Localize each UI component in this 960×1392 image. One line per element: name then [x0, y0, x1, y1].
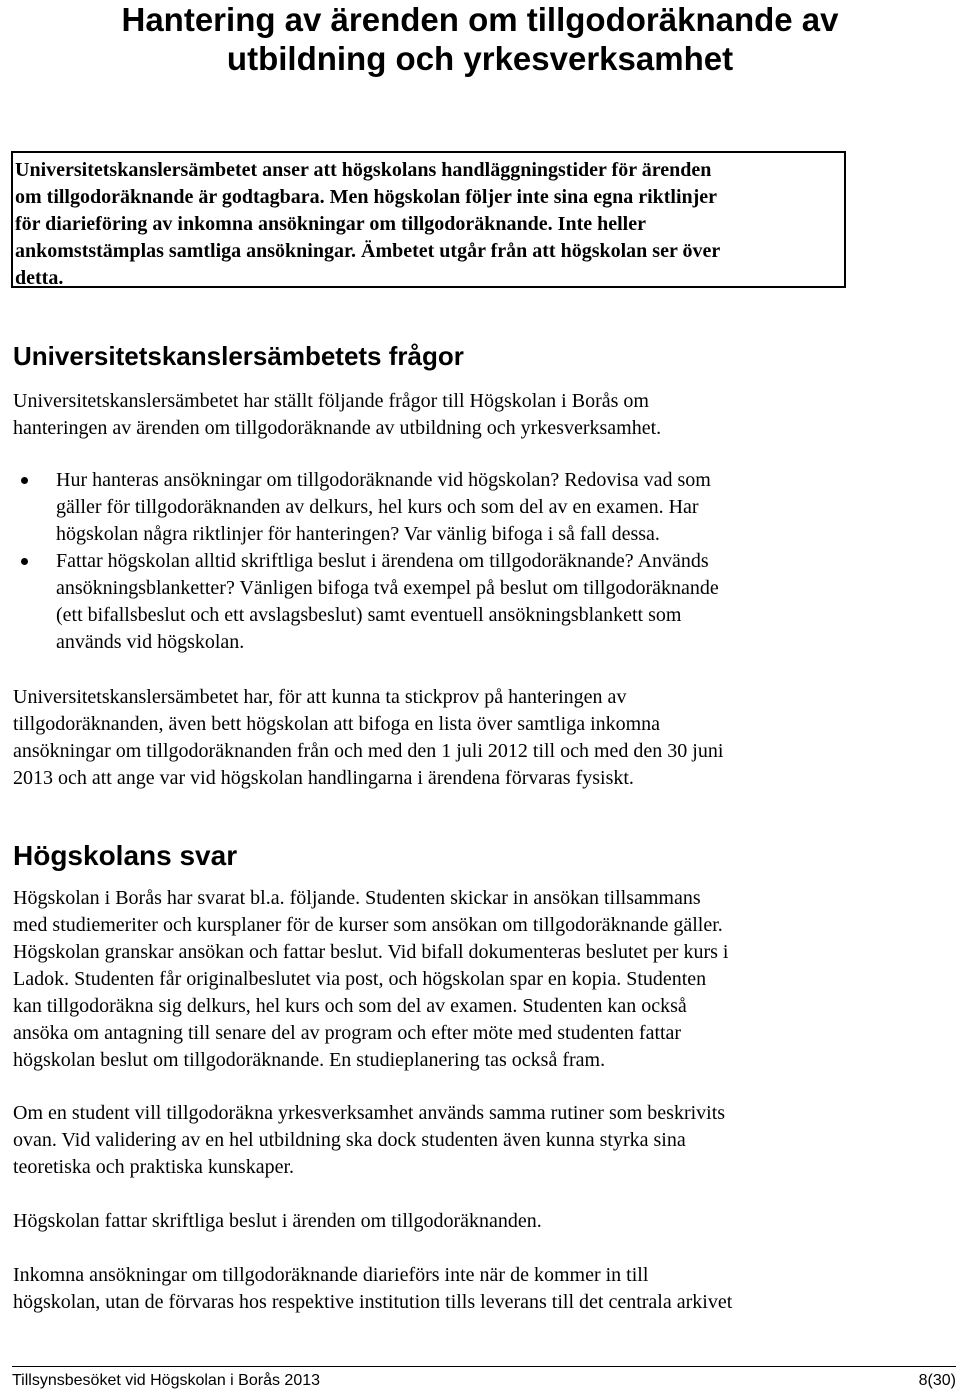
questions-closing-paragraph — [13, 684, 723, 792]
answer-paragraph — [13, 1208, 542, 1235]
questions-list — [0, 467, 960, 656]
summary-line: för diarieföring av inkomna ansökningar om tillgodoräknande. Inte heller — [15, 213, 646, 235]
paragraph-line: ansöka om antagning till senare del av program och efter möte med studenten fattar — [13, 1022, 682, 1044]
bullet-icon — [21, 558, 28, 565]
list-item-line: högskolan några riktlinjer för hanteringen? Var vänlig bifoga i så fall dessa. — [56, 523, 660, 545]
answer-paragraph — [13, 1100, 725, 1181]
bullet-icon — [21, 477, 28, 484]
paragraph-line: Om en student vill tillgodoräkna yrkesverksamhet används samma rutiner som beskrivits — [13, 1102, 726, 1124]
list-item-line: gäller för tillgodoräknanden av delkurs, hel kurs och som del av en examen. Har — [56, 496, 699, 518]
paragraph-line: kan tillgodoräkna sig delkurs, hel kurs och som del av examen. Studenten kan också — [13, 995, 687, 1017]
answer-paragraph — [13, 1262, 732, 1316]
paragraph-line: Högskolan i Borås har svarat bl.a. följande. Studenten skickar in ansökan tillsammans — [13, 887, 701, 909]
answer-paragraph — [13, 885, 728, 1074]
list-item — [0, 467, 960, 548]
questions-intro-paragraph — [13, 388, 661, 442]
footer-document-title: Tillsynsbesöket vid Högskolan i Borås 2013 — [12, 1372, 321, 1389]
paragraph-line: Inkomna ansökningar om tillgodoräknande diarieförs inte när de kommer in till — [13, 1264, 649, 1286]
paragraph-line: Universitetskanslersämbetet har, för att kunna ta stickprov på hanteringen av — [13, 686, 627, 708]
summary-line: om tillgodoräknande är godtagbara. Men högskolan följer inte sina egna riktlinjer — [15, 186, 718, 208]
paragraph-line: högskolan, utan de förvaras hos respektive institution tills leverans till det centrala arkivet — [13, 1291, 733, 1313]
paragraph-line: med studiemeriter och kursplaner för de kurser som ansökan om tillgodoräknande gäller. — [13, 914, 723, 936]
list-item-line: Fattar högskolan alltid skriftliga beslut i ärendena om tillgodoräknande? Används — [56, 550, 709, 572]
list-item — [0, 548, 960, 656]
paragraph-line: ovan. Vid validering av en hel utbildning ska dock studenten även kunna styrka sina — [13, 1129, 686, 1151]
list-item-line: (ett bifallsbeslut och ett avslagsbeslut) samt eventuell ansökningsblankett som — [56, 604, 682, 626]
paragraph-line: hanteringen av ärenden om tillgodoräknande av utbildning och yrkesverksamhet. — [13, 417, 662, 439]
paragraph-line: Universitetskanslersämbetet har ställt följande frågor till Högskolan i Borås om — [13, 390, 649, 412]
list-item-line: ansökningsblanketter? Vänligen bifoga två exempel på beslut om tillgodoräknande — [56, 577, 719, 599]
paragraph-line: Ladok. Studenten får originalbeslutet via post, och högskolan spar en kopia. Studenten — [13, 968, 707, 990]
paragraph-line: teoretiska och praktiska kunskaper. — [13, 1156, 295, 1178]
page-number: 8(30) — [918, 1372, 956, 1389]
summary-line: ankomststämplas samtliga ansökningar. Ämbetet utgår från att högskolan ser över — [15, 240, 721, 262]
paragraph-line: ansökningar om tillgodoräknanden från och med den 1 juli 2012 till och med den 30 juni — [13, 740, 724, 762]
list-item-line: används vid högskolan. — [56, 631, 245, 653]
summary-line: Universitetskanslersämbetet anser att högskolans handläggningstider för ärenden — [15, 159, 712, 181]
title-line: utbildning och yrkesverksamhet — [226, 40, 734, 77]
summary-box — [11, 151, 846, 288]
paragraph-line: högskolan beslut om tillgodoräknande. En studieplanering tas också fram. — [13, 1049, 606, 1071]
paragraph-line: Högskolan fattar skriftliga beslut i ärenden om tillgodoräknanden. — [13, 1210, 542, 1232]
document-title — [0, 0, 960, 78]
section-heading-answer: Högskolans svar — [13, 840, 238, 871]
paragraph-line: tillgodoräknanden, även bett högskolan att bifoga en lista över samtliga inkomna — [13, 713, 661, 735]
summary-line: detta. — [15, 267, 64, 288]
section-heading-questions: Universitetskanslersämbetets frågor — [13, 341, 464, 371]
footer-divider — [12, 1366, 956, 1367]
paragraph-line: Högskolan granskar ansökan och fattar beslut. Vid bifall dokumenteras beslutet per kurs i — [13, 941, 729, 963]
paragraph-line: 2013 och att ange var vid högskolan handlingarna i ärendena förvaras fysiskt. — [13, 767, 634, 789]
title-line: Hantering av ärenden om tillgodoräknande av — [121, 1, 839, 38]
list-item-line: Hur hanteras ansökningar om tillgodoräknande vid högskolan? Redovisa vad som — [56, 469, 711, 491]
